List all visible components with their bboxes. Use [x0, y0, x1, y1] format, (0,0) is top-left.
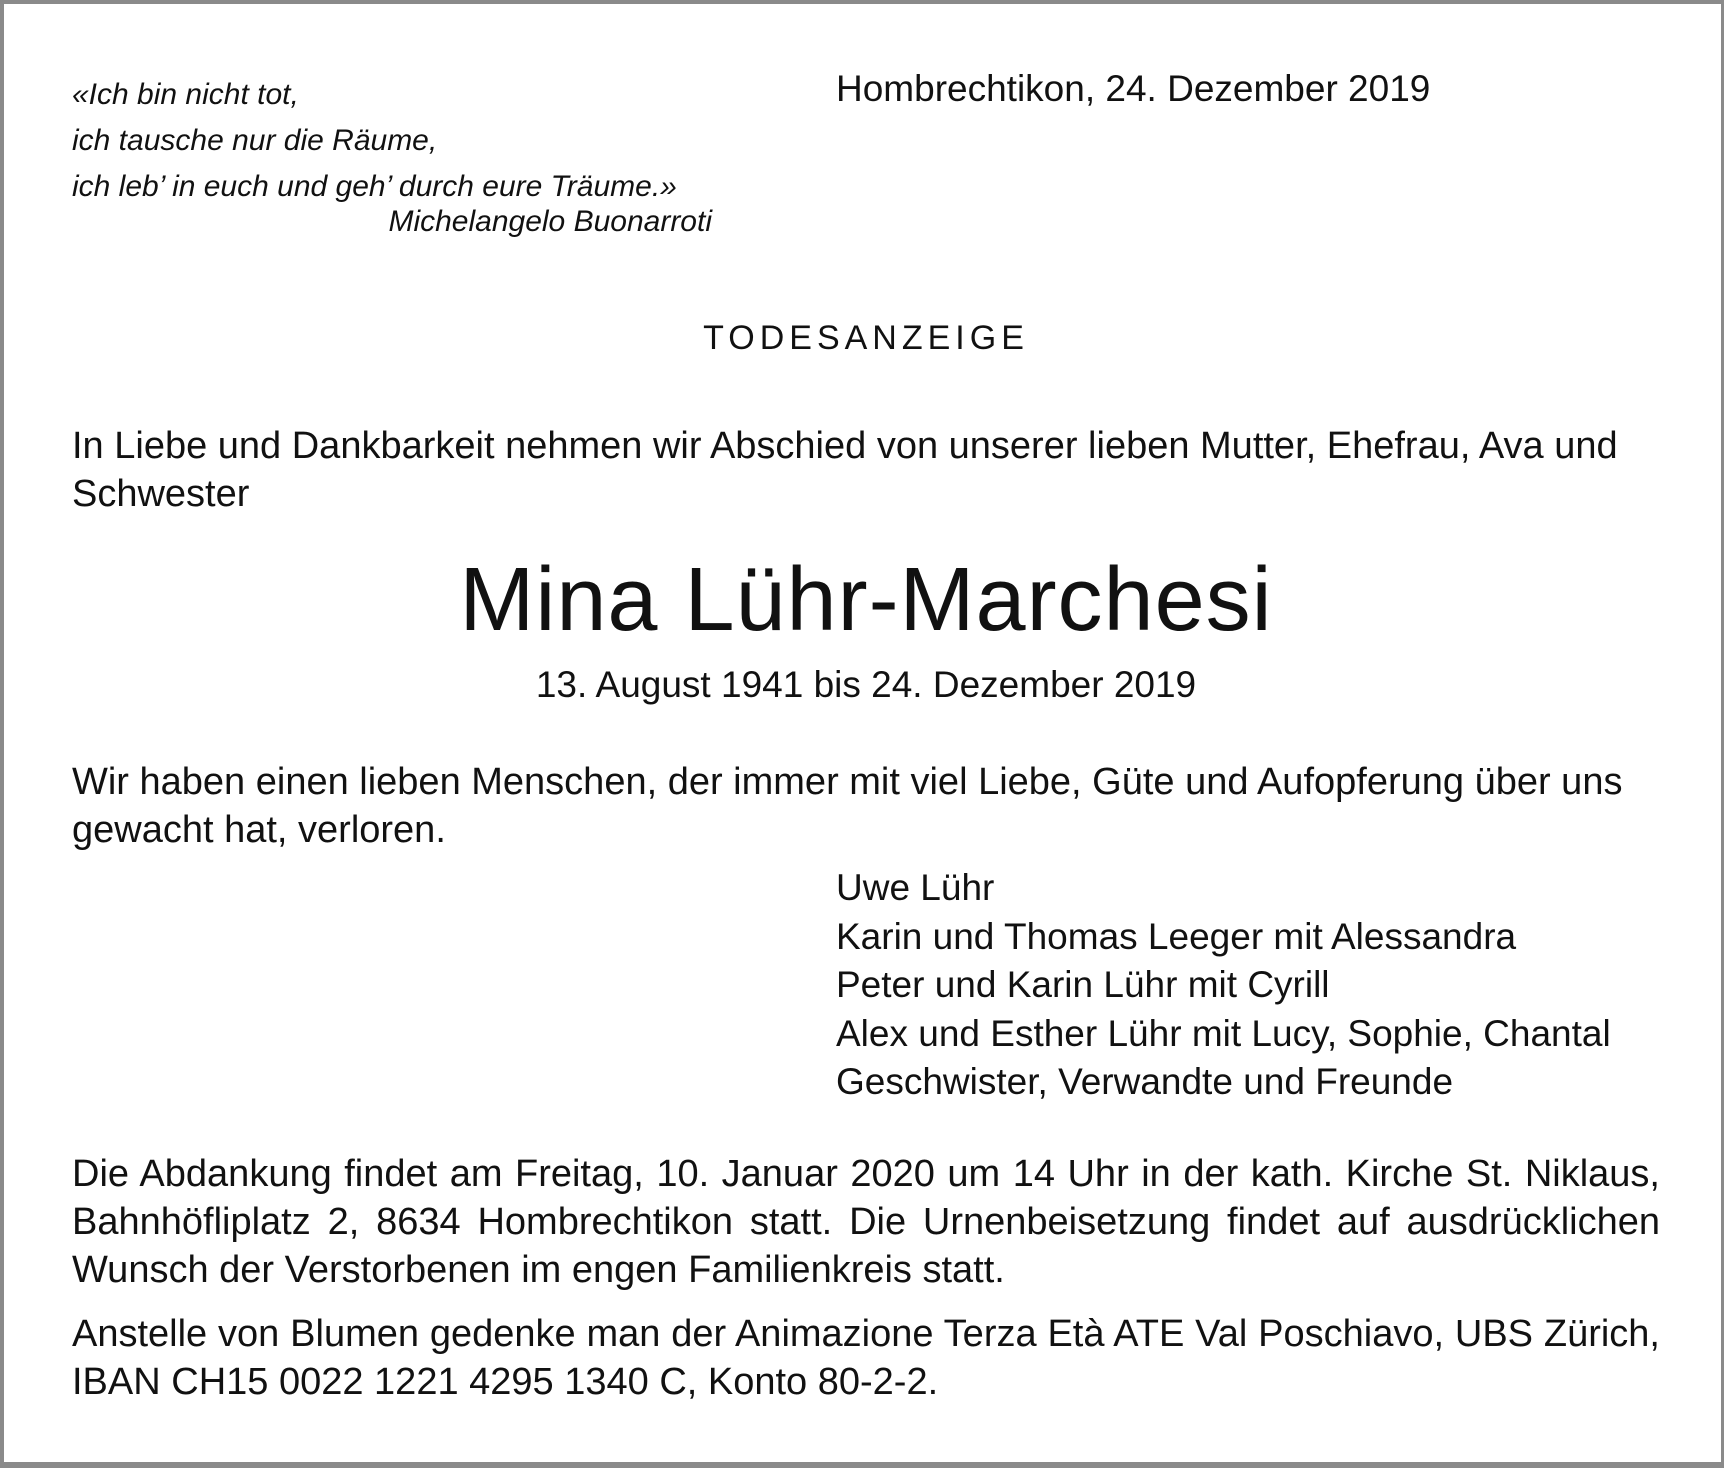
- mourner-entry: Geschwister, Verwandte und Freunde: [836, 1061, 1454, 1102]
- mourner-entry: Peter und Karin Lühr mit Cyrill: [836, 964, 1330, 1005]
- mourner-entry: Uwe Lühr: [836, 867, 995, 908]
- tribute-text: Wir haben einen lieben Menschen, der immer mit viel Liebe, Güte und Aufopferung über uns gewacht hat, verloren.: [72, 761, 1623, 851]
- mourner-entry: Karin und Thomas Leeger mit Alessandra: [836, 915, 1517, 957]
- quote-line: ich leb’ in euch und geh’ durch eure Träume.»: [72, 170, 677, 203]
- life-dates: 13. August 1941 bis 24. Dezember 2019: [535, 664, 1197, 705]
- quote-line: ich tausche nur die Räume,: [72, 124, 438, 157]
- deceased-name: Mina Lühr-Marchesi: [459, 550, 1273, 650]
- place-and-date: Hombrechtikon, 24. Dezember 2019: [836, 68, 1431, 109]
- epigraph-quote: [72, 72, 732, 210]
- intro-text: In Liebe und Dankbarkeit nehmen wir Abschied von unserer lieben Mutter, Ehefrau, Ava und Schwester: [72, 425, 1618, 515]
- mourners-list: [836, 864, 1611, 1107]
- donation-details: Anstelle von Blumen gedenke man der Animazione Terza Età ATE Val Poschiavo, UBS Zürich, IBAN CH15 0022 1221 4295 1340 C, Konto 80-2-2.: [72, 1313, 1660, 1403]
- quote-author: Michelangelo Buonarroti: [388, 205, 712, 238]
- quote-line: «Ich bin nicht tot,: [72, 78, 299, 111]
- notice-heading: TODESANZEIGE: [703, 319, 1029, 357]
- service-details: Die Abdankung findet am Freitag, 10. Januar 2020 um 14 Uhr in der kath. Kirche St. Niklaus, Bahnhöfliplatz 2, 8634 Hombrechtikon statt. Die Urnenbeisetzung findet auf ausdrücklichen Wunsch der Verstorbenen im engen Familienkreis statt.: [72, 1153, 1660, 1291]
- mourner-entry: Alex und Esther Lühr mit Lucy, Sophie, Chantal: [836, 1012, 1611, 1054]
